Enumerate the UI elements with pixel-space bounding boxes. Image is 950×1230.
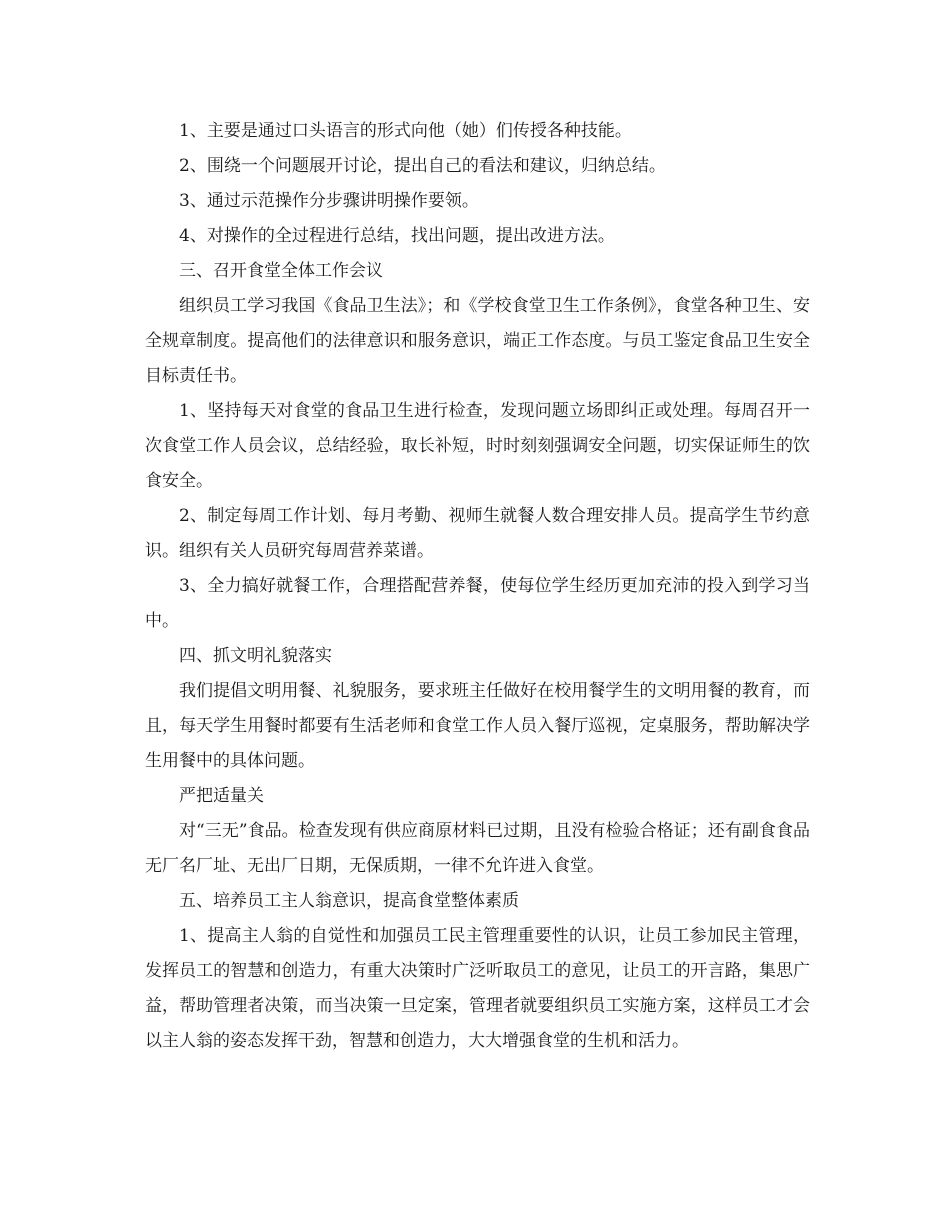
- section-heading-3: 三、召开食堂全体工作会议: [179, 261, 383, 281]
- subheading-quantity-control: 严把适量关: [179, 786, 264, 806]
- paragraph-daily-inspection: 1、坚持每天对食堂的食品卫生进行检查，发现问题立场即纠正或处理。每周召开一次食堂工作人员会议，总结经验，取长补短，时时刻刻强调安全问题，切实保证师生的饮食安全。: [145, 401, 810, 491]
- paragraph-civilized-dining: 我们提倡文明用餐、礼貌服务，要求班主任做好在校用餐学生的文明用餐的教育，而且，每天学生用餐时都要有生活老师和食堂工作人员入餐厅巡视，定桌服务，帮助解决学生用餐中的具体问题。: [145, 681, 810, 771]
- paragraph-method-demonstration: 3、通过示范操作分步骤讲明操作要领。: [179, 191, 479, 211]
- paragraph-staff-study: 组织员工学习我国《食品卫生法》；和《学校食堂卫生工作条例》，食堂各种卫生、安全规章制度。提高他们的法律意识和服务意识，端正工作态度。与员工鉴定食品卫生安全目标责任书。: [145, 296, 810, 386]
- paragraph-method-summary: 4、对操作的全过程进行总结，找出问题，提出改进方法。: [179, 226, 615, 246]
- paragraph-weekly-plan: 2、制定每周工作计划、每月考勤、视师生就餐人数合理安排人员。提高学生节约意识。组织有关人员研究每周营养菜谱。: [145, 506, 810, 561]
- paragraph-method-discussion: 2、围绕一个问题展开讨论，提出自己的看法和建议，归纳总结。: [179, 156, 666, 176]
- document-body: [145, 114, 810, 1059]
- paragraph-three-no-food: 对“三无”食品。检查发现有供应商原材料已过期，且没有检验合格证；还有副食食品无厂名厂址、无出厂日期，无保质期，一律不允许进入食堂。: [145, 821, 810, 876]
- section-heading-5: 五、培养员工主人翁意识，提高食堂整体素质: [179, 891, 519, 911]
- paragraph-method-lecture: 1、主要是通过口头语言的形式向他（她）们传授各种技能。: [179, 121, 632, 141]
- section-heading-4: 四、抓文明礼貌落实: [179, 646, 332, 666]
- paragraph-dining-work: 3、全力搞好就餐工作，合理搭配营养餐，使每位学生经历更加充沛的投入到学习当中。: [145, 576, 810, 631]
- paragraph-ownership: 1、提高主人翁的自觉性和加强员工民主管理重要性的认识，让员工参加民主管理，发挥员工的智慧和创造力，有重大决策时广泛听取员工的意见，让员工的开言路，集思广益，帮助管理者决策，而当决策一旦定案，管理者就要组织员工实施方案，这样员工才会以主人翁的姿态发挥干劲，智慧和创造力，大大增强食堂的生机和活力。: [145, 926, 810, 1051]
